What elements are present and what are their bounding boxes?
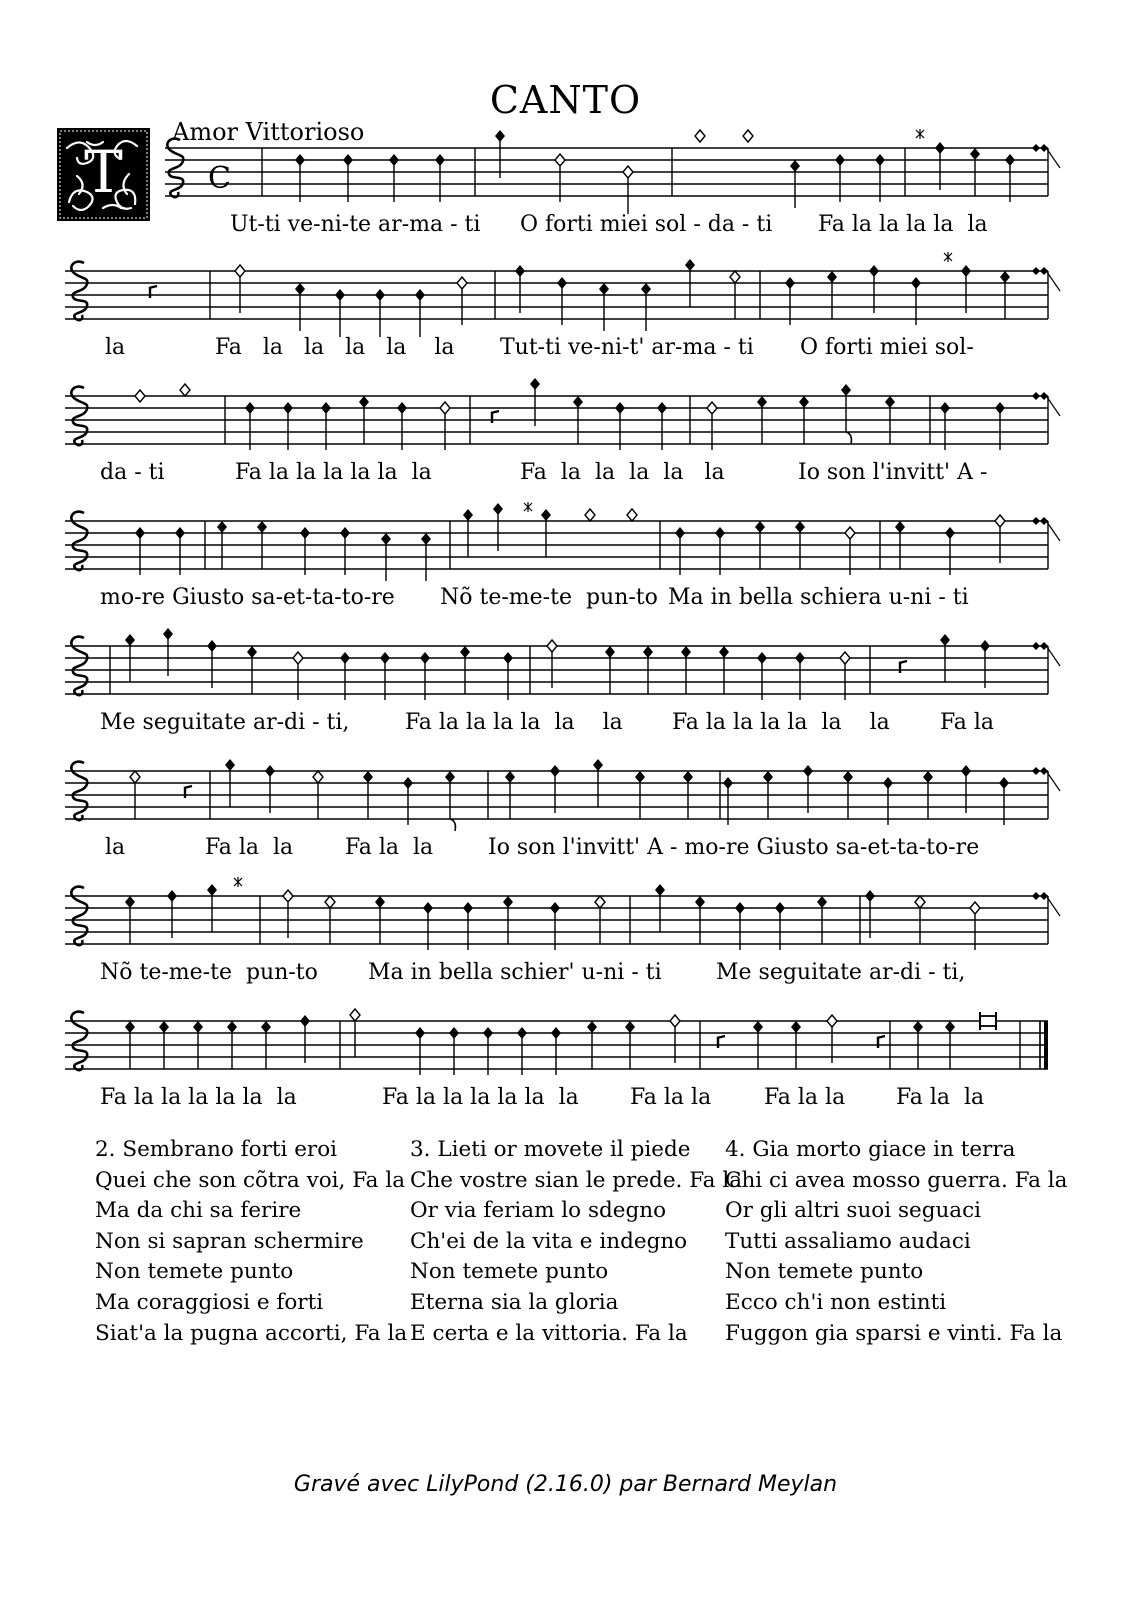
note-q	[557, 277, 567, 325]
lyric-line: Io son l'invitt' A -	[798, 460, 988, 485]
note-q	[435, 154, 445, 202]
custos-mark	[1032, 144, 1060, 168]
engraver-credit: Gravé avec LilyPond (2.16.0) par Bernard Meylan	[293, 1472, 838, 1497]
lyric-line: Fa la la la la la la	[382, 1085, 579, 1110]
note-q	[295, 154, 305, 202]
verse-line: Non temete punto	[725, 1259, 924, 1285]
note-q	[207, 640, 217, 688]
note-q	[335, 289, 345, 337]
note-q	[380, 652, 390, 700]
note-q	[495, 130, 505, 178]
note-q	[935, 142, 945, 190]
verse-line: Ma coraggiosi e forti	[95, 1289, 324, 1315]
verse-line: Tutti assaliamo audaci	[725, 1228, 971, 1254]
note-h	[845, 527, 855, 575]
page-title: CANTO	[489, 78, 642, 122]
verse-column-2	[95, 1135, 407, 1349]
lyric-line: Ma in bella schier' u-ni - ti	[368, 960, 662, 985]
note-h	[995, 515, 1005, 563]
verse-line: Non temete punto	[410, 1259, 609, 1285]
verse-line: Non temete punto	[95, 1259, 294, 1285]
lyric-line: Fa la la	[764, 1085, 846, 1110]
note-h	[457, 277, 467, 325]
note-h	[283, 890, 293, 938]
note-q	[785, 277, 795, 325]
note-q	[911, 277, 921, 325]
lyric-line: Ut-ti ve-ni-te ar-ma - ti	[230, 212, 481, 237]
note-s	[180, 384, 190, 396]
lyric-line: Fa la la la la la	[818, 212, 988, 237]
note-o	[916, 129, 924, 139]
note-q	[163, 628, 173, 676]
verse-line: Quei che son cõtra voi, Fa la	[95, 1167, 406, 1193]
custos-mark	[1032, 642, 1060, 666]
verse-line: 3. Lieti or movete il piede	[410, 1137, 691, 1162]
note-e	[445, 771, 455, 831]
lyric-line: la	[105, 835, 126, 860]
note-q	[283, 402, 293, 450]
verse-line: Fuggon gia sparsi e vinti. Fa la	[725, 1320, 1063, 1346]
note-q	[415, 289, 425, 337]
note-h	[670, 1015, 680, 1063]
lyric-line: Fa la la la la la la	[672, 710, 890, 735]
lyric-line: Fa la la	[896, 1085, 985, 1110]
verse-line: Non si sapran schermire	[95, 1228, 364, 1254]
verse-line: Or gli altri suoi seguaci	[725, 1198, 982, 1224]
note-s	[585, 509, 595, 521]
custos-mark	[1032, 267, 1060, 291]
note-q	[961, 765, 971, 813]
note-q	[835, 154, 845, 202]
note-q	[550, 902, 560, 950]
note-q	[883, 777, 893, 825]
lyric-line: Fa la la la la la la	[405, 710, 623, 735]
piece-title: Amor Vittorioso	[172, 118, 365, 146]
lyric-line: Ma in bella schiera u-ni - ti	[668, 585, 969, 610]
lyric-line: Fa la la la la la	[215, 335, 455, 360]
note-q	[865, 890, 875, 938]
note-r	[717, 1036, 725, 1048]
note-q	[795, 652, 805, 700]
lyric-line: la	[105, 335, 126, 360]
note-q	[300, 527, 310, 575]
note-q	[980, 640, 990, 688]
lyric-line: Tut-ti ve-ni-t' ar-ma - ti	[500, 335, 754, 360]
note-q	[423, 902, 433, 950]
verse-line: Che vostre sian le prede. Fa la	[410, 1167, 743, 1193]
note-q	[530, 378, 540, 426]
verse-column-4	[725, 1135, 1067, 1349]
note-q	[175, 527, 185, 575]
lyric-line: O forti miei sol - da - ti	[520, 212, 773, 237]
note-q	[483, 1027, 493, 1075]
note-q	[517, 1027, 527, 1075]
note-h	[235, 265, 245, 313]
verse-line: Or via feriam lo sdegno	[410, 1198, 667, 1224]
note-q	[449, 1027, 459, 1075]
note-q	[340, 527, 350, 575]
custos-mark	[1032, 767, 1060, 791]
note-q	[715, 527, 725, 575]
lyric-line: Fa la la	[630, 1085, 712, 1110]
note-q	[515, 265, 525, 313]
custos-mark	[1032, 517, 1060, 541]
note-q	[775, 902, 785, 950]
note-q	[657, 402, 667, 450]
note-q	[995, 402, 1005, 450]
note-q	[999, 777, 1009, 825]
note-q	[167, 890, 177, 938]
note-h	[707, 402, 717, 450]
note-q	[550, 765, 560, 813]
note-q	[135, 527, 145, 575]
note-o	[234, 877, 242, 887]
note-r	[491, 411, 499, 423]
note-q	[723, 777, 733, 825]
note-s	[135, 390, 145, 402]
custos-mark	[1032, 392, 1060, 416]
note-h	[623, 166, 633, 214]
note-h	[970, 902, 980, 950]
verse-line: Eterna sia la gloria	[410, 1289, 619, 1315]
lyric-line: Io son l'invitt' A - mo-re Giusto sa-et-ta-to-re	[488, 835, 980, 860]
note-q	[875, 154, 885, 202]
lyric-line: Fa la la la la la la	[100, 1085, 297, 1110]
verse-line: Ma da chi sa ferire	[95, 1198, 302, 1224]
verse-line: Chi ci avea mosso guerra. Fa la	[725, 1167, 1068, 1193]
lyric-line: da - ti	[100, 460, 165, 485]
note-q	[803, 765, 813, 813]
lyric-line: Me seguitate ar-di - ti,	[716, 960, 966, 985]
note-q	[300, 1015, 310, 1063]
lyric-line: Fa la la la la la la	[235, 460, 432, 485]
note-q	[493, 503, 503, 551]
note-q	[265, 765, 275, 813]
note-r	[149, 286, 157, 298]
lyric-line: Fa la la	[345, 835, 434, 860]
note-q	[961, 265, 971, 313]
note-s	[695, 130, 705, 142]
note-q	[463, 902, 473, 950]
note-q	[415, 1027, 425, 1075]
note-q	[375, 289, 385, 337]
note-q	[245, 402, 255, 450]
note-h	[840, 652, 850, 700]
note-r	[877, 1036, 885, 1048]
note-o	[944, 252, 952, 262]
lyric-line: Nõ te-me-te pun-to	[440, 585, 658, 610]
note-q	[869, 265, 879, 313]
note-h	[547, 640, 557, 688]
note-h	[827, 1015, 837, 1063]
note-q	[940, 402, 950, 450]
note-h	[555, 154, 565, 202]
note-r	[899, 661, 907, 673]
verse-column-3	[410, 1135, 742, 1349]
verse-line: E certa e la vittoria. Fa la	[410, 1320, 688, 1346]
note-b	[980, 1012, 996, 1030]
note-q	[757, 652, 767, 700]
note-q	[551, 1027, 561, 1075]
lyric-line: Fa la	[940, 710, 995, 735]
verse-line: Ch'ei de la vita e indegno	[410, 1228, 688, 1254]
custos-mark	[1032, 892, 1060, 916]
lyric-line: Nõ te-me-te pun-to	[100, 960, 318, 985]
note-h	[440, 402, 450, 450]
note-q	[403, 777, 413, 825]
lyric-line: Fa la la la la la	[520, 460, 725, 485]
initial-letter: T	[84, 138, 123, 206]
note-s	[743, 130, 753, 142]
lyric-line: O forti miei sol-	[800, 335, 974, 360]
note-q	[321, 402, 331, 450]
note-h	[293, 652, 303, 700]
note-q	[945, 527, 955, 575]
verse-line: 4. Gia morto giace in terra	[725, 1137, 1016, 1162]
note-q	[340, 652, 350, 700]
lyric-line: Fa la la	[205, 835, 294, 860]
note-q	[503, 652, 513, 700]
note-q	[420, 652, 430, 700]
note-s	[627, 509, 637, 521]
note-q	[343, 154, 353, 202]
verse-line: 2. Sembrano forti eroi	[95, 1137, 338, 1162]
note-q	[615, 402, 625, 450]
lyric-line: Me seguitate ar-di - ti,	[100, 710, 350, 735]
lyric-line: mo-re Giusto sa-et-ta-to-re	[100, 585, 395, 610]
note-q	[389, 154, 399, 202]
verse-line: Siat'a la pugna accorti, Fa la	[95, 1320, 408, 1346]
note-q	[735, 902, 745, 950]
time-signature: C	[208, 161, 231, 196]
note-e	[841, 384, 851, 444]
note-r	[184, 786, 192, 798]
note-q	[397, 402, 407, 450]
note-q	[675, 527, 685, 575]
note-o	[524, 502, 532, 512]
note-q	[1005, 154, 1015, 202]
verse-line: Ecco ch'i non estinti	[725, 1289, 947, 1315]
